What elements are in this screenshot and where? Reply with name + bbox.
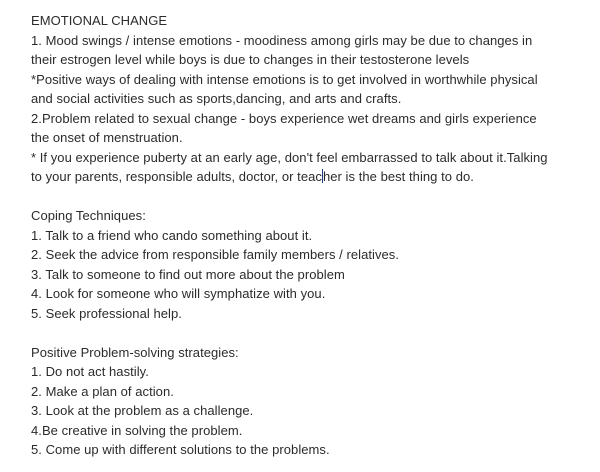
paragraph-line: *Positive ways of dealing with intense emotions is to get involved in worthwhile physical [31,71,538,87]
paragraph-line-with-caret[interactable] [31,167,597,187]
paragraph-line: 2.Problem related to sexual change - boys experience wet dreams and girls experience [31,110,537,126]
list-item: 4. Look for someone who will symphatize with you. [31,286,326,301]
list-item: 2. Seek the advice from responsible family members / relatives. [31,247,400,262]
blank-line [31,187,597,207]
section-heading-problem-solving: Positive Problem-solving strategies: [31,344,239,360]
blank-line [31,323,597,343]
list-item: 5. Come up with different solutions to the problems. [31,442,330,457]
paragraph-line: * If you experience puberty at an early age, don't feel embarrassed to talk about it.Talking [31,149,548,165]
section-heading-emotional-change: EMOTIONAL CHANGE [31,13,168,28]
list-item: 1. Do not act hastily. [31,364,149,379]
document-body [31,11,597,460]
paragraph-line: their estrogen level while boys is due to changes in their testosterone levels [31,52,470,67]
list-item: 3. Talk to someone to find out more about the problem [31,266,345,282]
section-heading-coping-techniques: Coping Techniques: [31,208,146,223]
paragraph-line: the onset of menstruation. [31,130,183,145]
text-after-caret: her is the best thing to do. [322,169,474,184]
list-item: 2. Make a plan of action. [31,383,174,399]
paragraph-line: and social activities such as sports,dancing, and arts and crafts. [31,91,402,106]
list-item: 4.Be creative in solving the problem. [31,422,243,438]
list-item: 3. Look at the problem as a challenge. [31,403,254,418]
list-item: 5. Seek professional help. [31,305,182,321]
text-before-caret: to your parents, responsible adults, doctor, or teac [31,169,322,184]
paragraph-line: 1. Mood swings / intense emotions - moodiness among girls may be due to changes in [31,32,533,48]
list-item: 1. Talk to a friend who cando something about it. [31,227,313,243]
